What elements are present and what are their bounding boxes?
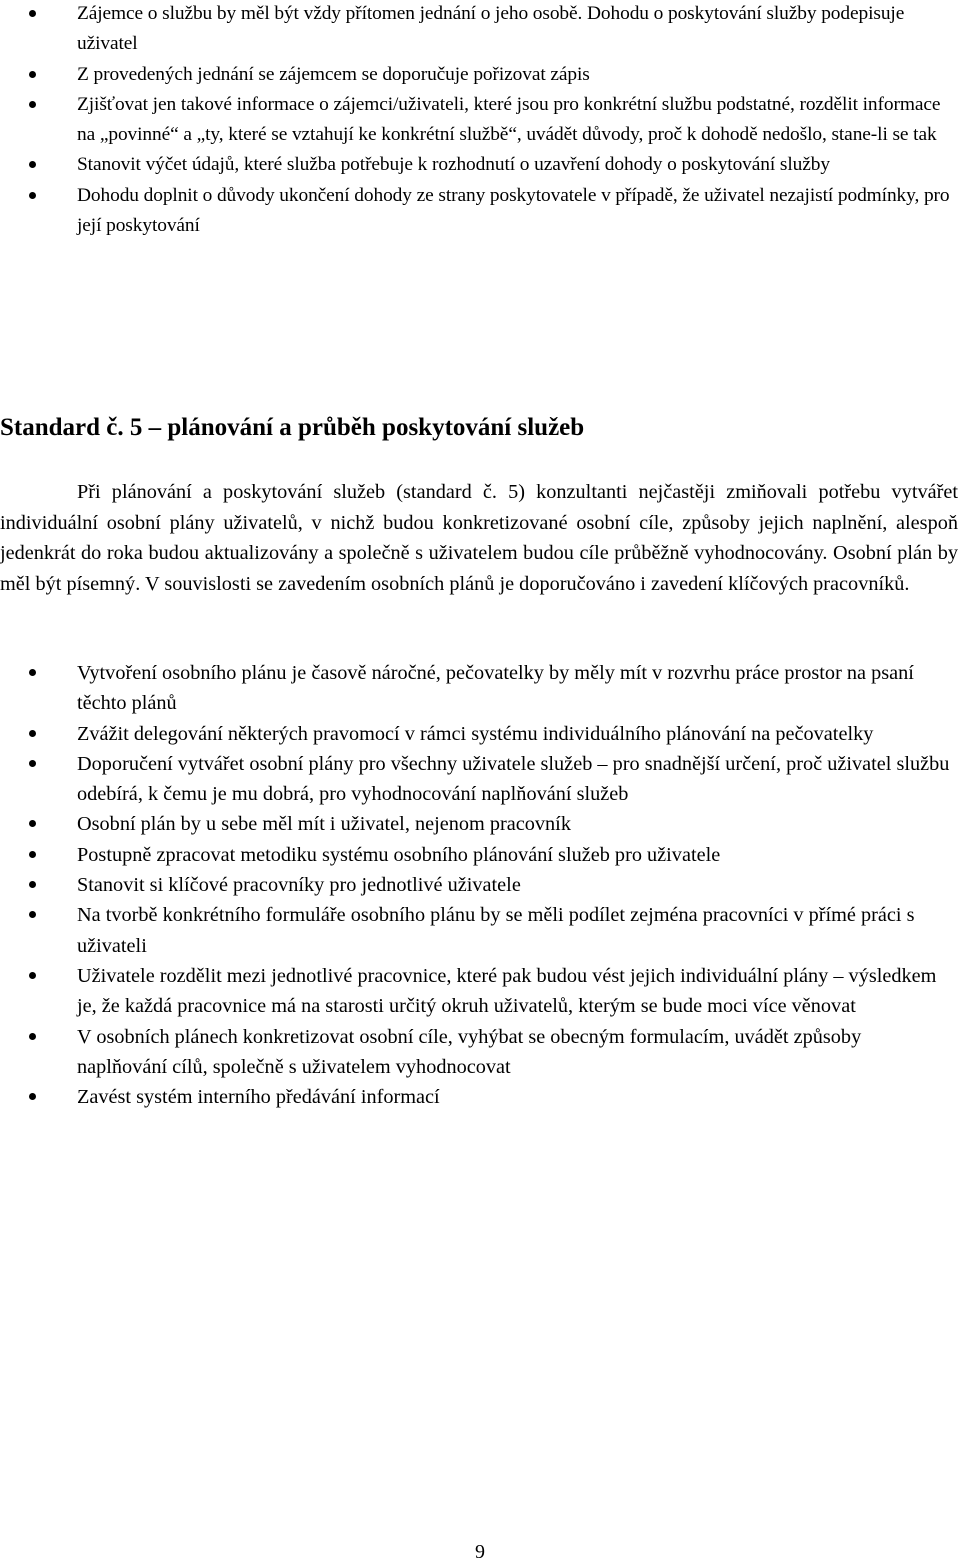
bullet-list-top [77, 0, 955, 241]
list-item-text: Dohodu doplnit o důvody ukončení dohody ze strany poskytovatele v případě, že uživatel nezajistí podmínky, pro její poskytování [77, 184, 950, 237]
body-paragraph [0, 477, 958, 599]
list-item [77, 60, 955, 90]
bullet-icon [29, 101, 36, 108]
list-item [77, 719, 955, 749]
bullet-icon [29, 669, 36, 676]
bullet-icon [29, 161, 36, 168]
bullet-icon [29, 972, 36, 979]
list-item [77, 870, 955, 900]
bullet-icon [29, 10, 36, 17]
list-item-text: Zavést systém interního předávání informací [77, 1086, 440, 1109]
bullet-icon [29, 851, 36, 858]
bullet-icon [29, 911, 36, 918]
list-item [77, 749, 955, 810]
bullet-icon [29, 820, 36, 827]
bullet-icon [29, 192, 36, 199]
list-item [77, 1022, 955, 1083]
bullet-icon [29, 1033, 36, 1040]
list-item-text: V osobních plánech konkretizovat osobní cíle, vyhýbat se obecným formulacím, uvádět způsoby naplňování cílů, společně s uživatelem vyhodnocovat [77, 1025, 862, 1078]
list-item [77, 0, 955, 60]
list-item-text: Vytvoření osobního plánu je časově náročné, pečovatelky by měly mít v rozvrhu práce prostor na psaní těchto plánů [77, 662, 914, 715]
list-item [77, 840, 955, 870]
list-item [77, 658, 955, 719]
list-item [77, 181, 955, 242]
bullet-list-bottom [77, 658, 955, 1112]
list-item-text: Osobní plán by u sebe měl mít i uživatel, nejenom pracovník [77, 813, 571, 836]
list-item-text: Zájemce o službu by měl být vždy přítomen jednání o jeho osobě. Dohodu o poskytování služby podepisuje uživatel [77, 3, 905, 55]
list-item-text: Z provedených jednání se zájemcem se doporučuje pořizovat zápis [77, 63, 590, 85]
bullet-icon [29, 760, 36, 767]
list-item-text: Zvážit delegování některých pravomocí v rámci systému individuálního plánování na pečovatelky [77, 722, 874, 745]
bullet-icon [29, 881, 36, 888]
list-item-text: Na tvorbě konkrétního formuláře osobního plánu by se měli podílet zejména pracovníci v přímé práci s uživateli [77, 904, 915, 957]
list-item [77, 900, 955, 961]
list-item [77, 90, 955, 151]
bullet-icon [29, 71, 36, 78]
list-item-text: Doporučení vytvářet osobní plány pro všechny uživatele služeb – pro snadnější určení, proč uživatel službu odebírá, k čemu je mu dobrá, pro vyhodnocování naplňování služeb [77, 752, 950, 806]
list-item-text: Uživatele rozdělit mezi jednotlivé pracovnice, které pak budou vést jejich individuální plány – výsledkem je, že každá pracovnice má na starosti určitý okruh uživatelů, kterým se bude moci více věnovat [77, 964, 937, 1018]
list-item-text: Stanovit výčet údajů, které služba potřebuje k rozhodnutí o uzavření dohody o poskytování služby [77, 154, 830, 176]
page-number: 9 [475, 1541, 485, 1563]
bullet-icon [29, 1093, 36, 1100]
list-item [77, 809, 955, 839]
bullet-icon [29, 730, 36, 737]
list-item-text: Zjišťovat jen takové informace o zájemci/uživateli, které jsou pro konkrétní službu podstatné, rozdělit informace na „povinné“ a „ty, které se vztahují ke konkrétní službě“, uvádět důvody, proč k dohodě nedošlo, stane-li se tak [77, 93, 941, 146]
list-item [77, 150, 955, 180]
list-item [77, 1082, 955, 1112]
list-item-text: Stanovit si klíčové pracovníky pro jednotlivé uživatele [77, 874, 521, 897]
list-item-text: Postupně zpracovat metodiku systému osobního plánování služeb pro uživatele [77, 843, 721, 866]
list-item [77, 961, 955, 1022]
body-paragraph-text: Při plánování a poskytování služeb (standard č. 5) konzultanti nejčastěji zmiňovali potřebu vytvářet individuální osobní plány uživatelů, v nichž budou konkretizované osobní cíle, způsoby jejich naplnění, alespoň jedenkrát do roka budou aktualizovány a společně s uživatelem budou cíle průběžně vyhodnocovány. Osobní plán by měl být písemný. V souvislosti se zavedením osobních plánů je doporučováno i zavedení klíčových pracovníků. [0, 481, 958, 595]
section-heading: Standard č. 5 – plánování a průběh poskytování služeb [0, 414, 585, 441]
